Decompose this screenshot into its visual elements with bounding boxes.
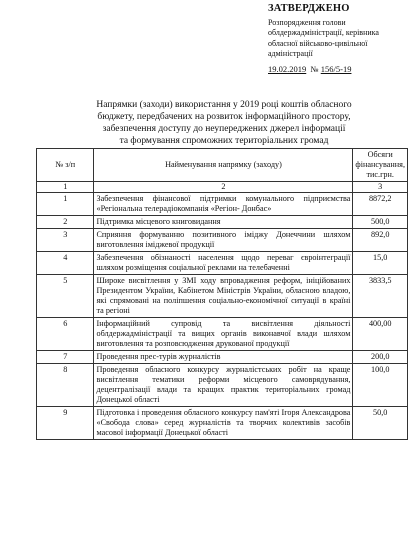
column-index: 3 bbox=[353, 182, 408, 193]
approval-line: адміністрації bbox=[268, 49, 313, 58]
row-text: Інформаційний супровід та висвітлення діяльності облдержадміністрації та вищих органів виконавчої влади шляхом виготовлення та розповсюдження друкованої продукції bbox=[94, 318, 353, 351]
row-text: Проведення прес-турів журналістів bbox=[94, 351, 353, 364]
column-index: 2 bbox=[94, 182, 353, 193]
document-heading bbox=[74, 99, 374, 147]
row-num: 6 bbox=[37, 318, 94, 351]
row-num: 4 bbox=[37, 252, 94, 275]
row-num: 7 bbox=[37, 351, 94, 364]
measures-table bbox=[36, 148, 408, 440]
approval-block bbox=[268, 4, 414, 74]
row-num: 1 bbox=[37, 193, 94, 216]
heading-line: забезпечення доступу до неупереджених джерел інформації bbox=[102, 124, 346, 134]
row-text: Забезпечення фінансової підтримки комунального підприємства «Регіональна телерадіокомпанія «Регіон- Донбас» bbox=[94, 193, 353, 216]
header-name: Найменування напрямку (заходу) bbox=[94, 149, 353, 182]
heading-line: бюджету, передбачених на розвиток інформаційного простору, bbox=[97, 112, 351, 122]
approval-date-number bbox=[268, 64, 414, 75]
table-header-row bbox=[37, 149, 408, 182]
table-row bbox=[37, 318, 408, 351]
header-num: № з/п bbox=[37, 149, 94, 182]
row-amount: 3833,5 bbox=[353, 275, 408, 318]
row-amount: 200,0 bbox=[353, 351, 408, 364]
row-text: Підтримка місцевого книговидання bbox=[94, 216, 353, 229]
approval-line: обласної військово-цивільної bbox=[268, 38, 368, 48]
header-amount: Обсяги фінансування, тис.грн. bbox=[353, 149, 408, 182]
table-row bbox=[37, 229, 408, 252]
table-row bbox=[37, 193, 408, 216]
row-text: Широке висвітлення у ЗМІ ходу впровадження реформ, ініційованих Президентом України, Кабінетом Міністрів України, обласною владою, які спрямовані на поліпшення соціально-економічної ситуації в країні та регіоні bbox=[94, 275, 353, 318]
column-index: 1 bbox=[37, 182, 94, 193]
row-num: 9 bbox=[37, 407, 94, 440]
table-row bbox=[37, 275, 408, 318]
row-amount: 15,0 bbox=[353, 252, 408, 275]
row-num: 3 bbox=[37, 229, 94, 252]
row-text: Проведення обласного конкурсу журналістських робіт на краще висвітлення тематики реформи місцевого самоврядування, децентралізації влади та кращих практик територіальних громад Донецької області bbox=[94, 364, 353, 407]
table-row bbox=[37, 216, 408, 229]
row-amount: 500,0 bbox=[353, 216, 408, 229]
column-index-row bbox=[37, 182, 408, 193]
approval-line: Розпорядження голови bbox=[268, 17, 346, 27]
row-amount: 892,0 bbox=[353, 229, 408, 252]
approval-number-prefix: № bbox=[310, 63, 319, 74]
approval-title: ЗАТВЕРДЖЕНО bbox=[268, 3, 350, 14]
row-amount: 8872,2 bbox=[353, 193, 408, 216]
table-row bbox=[37, 351, 408, 364]
approval-date: 19.02.2019 bbox=[268, 63, 307, 74]
row-num: 8 bbox=[37, 364, 94, 407]
heading-line: Напрямки (заходи) використання у 2019 році коштів обласного bbox=[96, 100, 352, 110]
row-text: Забезпечення обізнаності населення щодо переваг євроінтеграції шляхом розміщення соціальної реклами на телебаченні bbox=[94, 252, 353, 275]
row-amount: 400,00 bbox=[353, 318, 408, 351]
table-row bbox=[37, 407, 408, 440]
table-row bbox=[37, 252, 408, 275]
table-row bbox=[37, 364, 408, 407]
heading-line: та формування спроможних територіальних громад bbox=[119, 136, 329, 146]
row-num: 5 bbox=[37, 275, 94, 318]
approval-line: облдержадміністрації, керівника bbox=[268, 28, 379, 37]
row-text: Підготовка і проведення обласного конкурсу пам'яті Ігоря Александрова «Свобода слова» серед журналістів та творчих колективів засобів масової інформації Донецької області bbox=[94, 407, 353, 440]
row-amount: 50,0 bbox=[353, 407, 408, 440]
row-text: Сприяння формуванню позитивного іміджу Донеччини шляхом виготовлення іміджевої продукції bbox=[94, 229, 353, 252]
row-num: 2 bbox=[37, 216, 94, 229]
row-amount: 100,0 bbox=[353, 364, 408, 407]
approval-number: 156/5-19 bbox=[320, 63, 352, 74]
